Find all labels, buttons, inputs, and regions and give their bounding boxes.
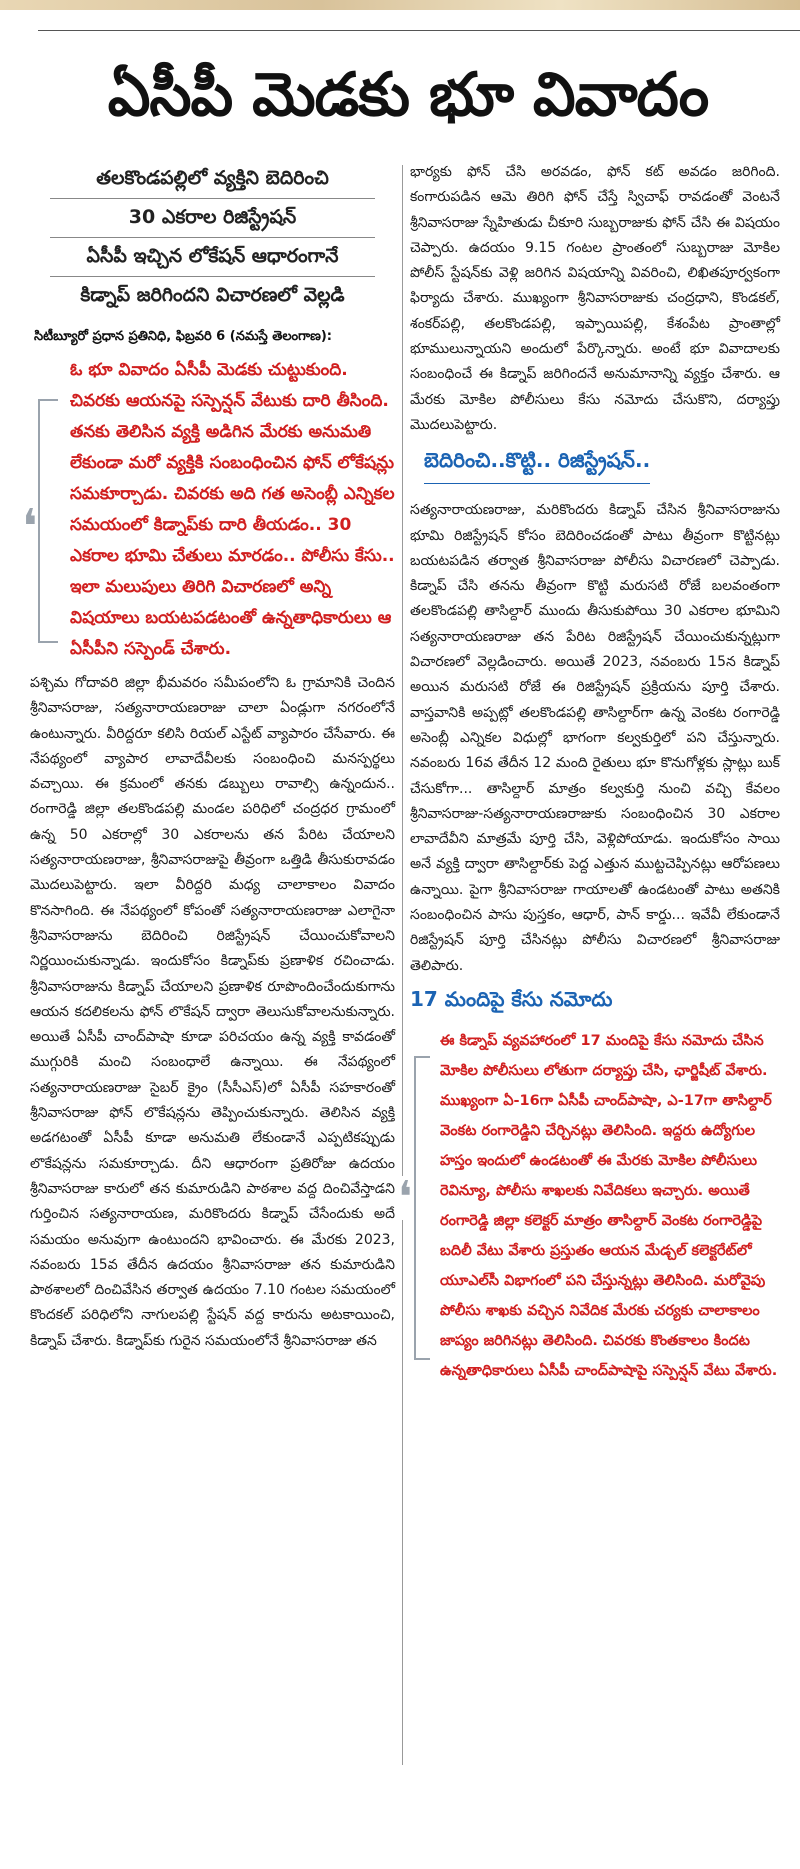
body-text-right-1: భార్యకు ఫోన్ చేసి అరవడం, ఫోన్ కట్ అవడం జరిగింది. కంగారుపడిన ఆమె తిరిగి ఫోన్ చేస్తే స్విచాఫ్ రావడంతో వెంటనే శ్రీనివాసరాజు స్నేహితుడు చీకూరి సుబ్బరాజుకు ఫోన్ చేసి ఈ విషయం చెప్పారు. ఉదయం 9.15 గంటల ప్రాంతంలో సుబ్బరాజు మోకిల పోలీస్ స్టేషన్‌కు వెళ్లి జరిగిన విషయాన్ని వివరించి, లిఖితపూర్వకంగా ఫిర్యాదు చేశారు. ముఖ్యంగా శ్రీనివాసరాజుకు చంద్రధాని, కొండకల్, శంకర్‌పల్లి, తలకొండపల్లి, ఇప్పాయిపల్లి, కేశంపేట ప్రాంతాల్లో భూములున్నాయని అందులో పేర్కొన్నారు. అంటే భూ వివాదాలకు సంబంధించే ఈ కిడ్నాప్ జరిగిందనే అనుమానాన్ని వ్యక్తం చేశారు. ఆ మేరకు మోకిల పోలీసులు కేసు నమోదు చేసుకొని, దర్యాప్తు మొదలుపెట్టారు. bbox=[410, 164, 780, 433]
pull-quote-text: ఈ కిడ్నాప్ వ్యవహారంలో 17 మందిపై కేసు నమోదు చేసిన మోకిల పోలీసులు లోతుగా దర్యాప్తు చేసి, ఛార్జిషీట్ వేశారు. ముఖ్యంగా ఏ-16గా ఏసీపీ చాంద్‌పాషా, ఎ-17గా తాసిల్దార్ వెంకట రంగారెడ్డిని చేర్చినట్లు తెలిసింది. ఇద్దరు ఉద్యోగుల హస్తం ఇందులో ఉండటంతో ఈ మేరకు మోకిల పోలీసులు రెవిన్యూ, పోలీసు శాఖలకు నివేదికలు ఇచ్చారు. అయితే రంగారెడ్డి జిల్లా కలెక్టర్ మాత్రం తాసిల్దార్ వెంకట రంగారెడ్డిపై బదిలీ వేటు వేశారు ప్రస్తుతం ఆయన మేడ్చల్ కలెక్టరేట్‌లో యూఎల్‌సీ విభాగంలో పని చేస్తున్నట్లు తెలిసింది. మరోవైపు పోలీసు శాఖకు వచ్చిన నివేదిక మేరకు చర్యకు చాలాకాలం జాప్యం జరిగినట్లు తెలిసింది. చివరకు కొంతకాలం కిందట ఉన్నతాధికారులు ఏసీపీ చాంద్‌పాషాపై సస్పెన్షన్ వేటు వేశారు. bbox=[440, 1032, 778, 1379]
deck-line: ఏసీపీ ఇచ్చిన లోకేషన్ ఆధారంగానే bbox=[50, 238, 375, 277]
quote-bracket bbox=[38, 399, 58, 643]
quote-bracket bbox=[414, 1056, 430, 1360]
pull-quote-1 bbox=[22, 355, 395, 665]
deck-line: 30 ఎకరాల రిజిస్ట్రేషన్ bbox=[50, 199, 375, 238]
left-column bbox=[22, 160, 395, 1354]
top-decorative-strip bbox=[0, 0, 800, 10]
deck-line: తలకొండపల్లిలో వ్యక్తిని బెదిరించి bbox=[50, 160, 375, 199]
body-text-right-2: సత్యనారాయణరాజు, మరికొందరు కిడ్నాప్ చేసిన శ్రీనివాసరాజును భూమి రిజిస్ట్రేషన్ కోసం బెదిరించడంతో పాటు తీవ్రంగా కొట్టినట్లు బయటపడిన తర్వాత శ్రీనివాసరాజు పోలీసు విచారణలో చెప్పాడు. కిడ్నాప్ చేసి తనను తీవ్రంగా కొట్టి మరుసటి రోజే బలవంతంగా తలకొండపల్లి తాసిల్దార్ ముందు తీసుకుపోయి 30 ఎకరాల భూమిని సత్యనారాయణరాజు తన పేరిట రిజిస్ట్రేషన్ చేయించుకున్నట్లుగా విచారణలో వెల్లడించారు. అయితే 2023, నవంబరు 15న కిడ్నాప్ అయిన మరుసటి రోజే ఈ రిజిస్ట్రేషన్ ప్రక్రియను పూర్తి చేశారు. వాస్తవానికి అప్పట్లో తలకొండపల్లి తాసిల్దార్‌గా ఉన్న వెంకట రంగారెడ్డి అసెంబ్లీ ఎన్నికల విధుల్లో భాగంగా కల్వకుర్తిలో పని చేస్తున్నారు. నవంబరు 16వ తేదీన 12 మంది రైతులు భూ కొనుగోళ్లకు స్లాట్లు బుక్ చేసుకోగా... తాసిల్దార్ మాత్రం కల్వకుర్తి నుంచి వచ్చి కేవలం శ్రీనివాసరాజు-సత్యనారాయణరాజుకు సంబంధించిన 30 ఎకరాల లావాదేవీని మాత్రమే పూర్తి చేసి, వెళ్లిపోయాడు. ఇందుకోసం సాయి అనే వ్యక్తి ద్వారా తాసిల్దార్‌కు పెద్ద ఎత్తున ముట్టచెప్పినట్లు ఆరోపణలు ఉన్నాయి. పైగా శ్రీనివాసరాజు గాయాలతో ఉండటంతో పాటు అతనికి సంబంధించిన పాసు పుస్తకం, ఆధార్, పాన్ కార్డు... ఇవేవీ లేకుండానే రిజిస్ట్రేషన్ పూర్తి చేసినట్లు పోలీసు విచారణలో శ్రీనివాసరాజు తెలిపారు. bbox=[410, 502, 780, 974]
pull-quote-text: ఓ భూ వివాదం ఏసీపీ మెడకు చుట్టుకుంది. చివరకు ఆయనపై సస్పెన్షన్ వేటుకు దారి తీసింది. తనకు తెలిసిన వ్యక్తి అడిగిన మేరకు అనుమతి లేకుండా మరో వ్యక్తికి సంబంధించిన ఫోన్ లోకేషన్లు సమకూర్చాడు. చివరకు అది గత అసెంబ్లీ ఎన్నికల సమయంలో కిడ్నాప్‌కు దారి తీయడం.. 30 ఎకరాల భూమి చేతులు మారడం.. పోలీసు కేసు.. ఇలా మలుపులు తిరిగి విచారణలో అన్ని విషయాలు బయటపడటంతో ఉన్నతాధికారులు ఆ ఏసీపీని సస్పెండ్ చేశారు. bbox=[70, 360, 395, 659]
deck bbox=[30, 160, 395, 315]
subheading-threat-registration: బెదిరించి..కొట్టి.. రిజిస్ట్రేషన్.. bbox=[424, 448, 650, 484]
headline: ఏసీపీ మెడకు భూ వివాదం bbox=[107, 60, 709, 130]
dateline: సిటీబ్యూరో ప్రధాన ప్రతినిధి, ఫిబ్రవరి 6 (నమస్తే తెలంగాణ): bbox=[34, 329, 332, 344]
quote-icon: ❛ bbox=[398, 1171, 413, 1223]
top-rule bbox=[38, 30, 800, 31]
column-divider bbox=[402, 165, 403, 1765]
deck-line: కిడ్నాప్ జరిగిందని విచారణలో వెల్లడి bbox=[80, 284, 345, 306]
body-text-left: పశ్చిమ గోదావరి జిల్లా భీమవరం సమీపంలోని ఓ గ్రామానికి చెందిన శ్రీనివాసరాజు, సత్యనారాయణరాజు చాలా ఏండ్లుగా నగరంలోనే ఉంటున్నారు. వీరిద్దరూ కలిసి రియల్ ఎస్టేట్ వ్యాపారం చేసేవారు. ఈ నేపథ్యంలో వ్యాపార లావాదేవీలకు సంబంధించి మనస్పర్థలు వచ్చాయి. ఈ క్రమంలో తనకు డబ్బులు రావాల్సి ఉన్నందున.. రంగారెడ్డి జిల్లా తలకొండపల్లి మండల పరిధిలో చంద్రధర గ్రామంలో ఉన్న 50 ఎకరాల్లో 30 ఎకరాలను తన పేరిట చేయాలని సత్యనారాయణరాజు, శ్రీనివాసరాజుపై తీవ్రంగా ఒత్తిడి తీసుకురావడం మొదలుపెట్టారు. ఇలా వీరిద్దరి మధ్య చాలాకాలం వివాదం కొనసాగింది. ఈ నేపథ్యంలో కోపంతో సత్యనారాయణరాజు ఎలాగైనా శ్రీనివాసరాజును బెదిరించి రిజిస్ట్రేషన్ చేయించుకోవాలని నిర్ణయించుకున్నాడు. ఇందుకోసం కిడ్నాప్‌కు ప్రణాళిక రచించాడు. శ్రీనివాసరాజును కిడ్నాప్ చేయాలని ప్రణాళిక రూపొందించేందుకుగాను ఆయన కదలికలను ఫోన్ లొకేషన్ ద్వారా తెలుసుకోవాలనుకున్నారు. అయితే ఏసీపీ చాంద్‌పాషా కూడా పరిచయం ఉన్న వ్యక్తి కావడంతో ముగ్గురికి మంచి సంబంధాలే ఉన్నాయి. ఈ నేపథ్యంలో సత్యనారాయణరాజు సైబర్ క్రైం (సీసీఎస్)లో ఏసీపీ సహకారంతో శ్రీనివాసరాజు ఫోన్ లొకేషన్లను తెప్పించుకున్నారు. తెలిసిన వ్యక్తి అడగటంతో ఏసీపీ కూడా అనుమతి లేకుండానే ఎప్పటికప్పుడు లొకేషన్లను సమకూర్చాడు. దీని ఆధారంగా ప్రతిరోజు ఉదయం శ్రీనివాసరాజు కారులో తన కుమారుడిని పాఠశాల వద్ద దించివేస్తాడని గుర్తించిన సత్యనారాయణ, మరికొందరు కిడ్నాప్ చేసేందుకు అదే సమయం అనువుగా ఉంటుందని భావించారు. ఈ మేరకు 2023, నవంబరు 15వ తేదీన ఉదయం శ్రీనివాసరాజు తన కుమారుడిని పాఠశాలలో దించివేసిన తర్వాత ఉదయం 7.10 గంటల సమయంలో కొందకల్ పరిధిలోని నాగులపల్లి స్టేషన్ వద్ద కారును అటకాయించి, కిడ్నాప్ చేశారు. కిడ్నాప్‌కు గురైన సమయంలోనే శ్రీనివాసరాజు తన bbox=[30, 675, 395, 1349]
subheading-case-registered: 17 మందిపై కేసు నమోదు bbox=[410, 986, 613, 1011]
quote-icon: ❛ bbox=[22, 499, 38, 555]
pull-quote-2 bbox=[398, 1026, 780, 1386]
right-column bbox=[398, 160, 780, 1386]
